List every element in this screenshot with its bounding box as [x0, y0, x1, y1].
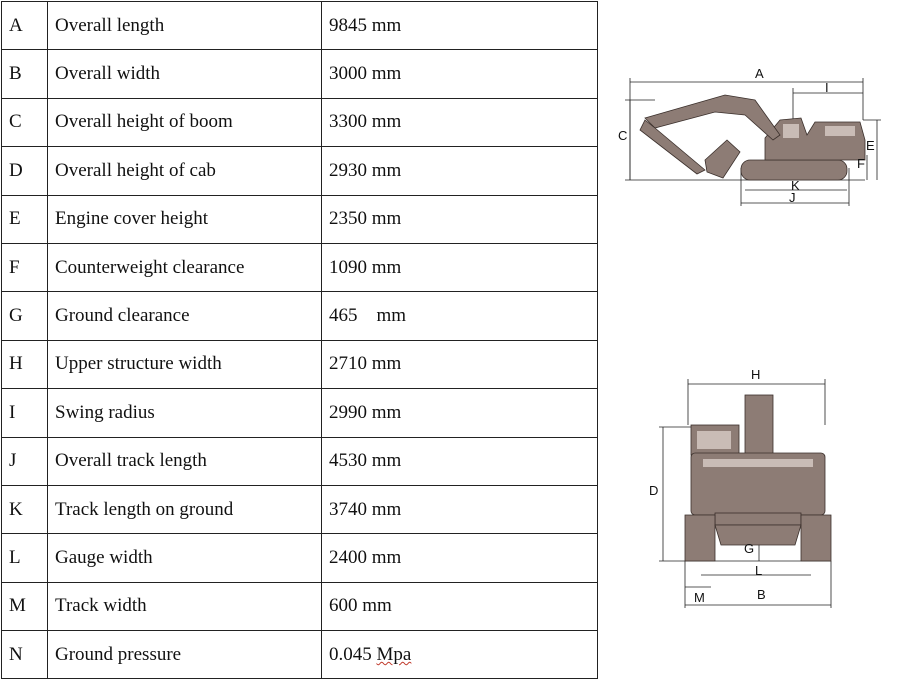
label-J: J: [789, 190, 796, 205]
dim-name: Counterweight clearance: [48, 243, 322, 291]
dim-name: Overall length: [48, 2, 322, 50]
dim-name: Upper structure width: [48, 340, 322, 388]
dim-name: Track length on ground: [48, 485, 322, 533]
dim-value: 600 mm: [322, 582, 598, 630]
table-row: [2, 292, 598, 340]
dim-name: Overall height of cab: [48, 147, 322, 195]
dim-code: C: [2, 98, 48, 146]
excavator-front-view: [645, 365, 845, 610]
dim-value: 2400 mm: [322, 534, 598, 582]
dim-name: Overall track length: [48, 437, 322, 485]
dim-value: 465 mm: [322, 292, 598, 340]
table-row: [2, 195, 598, 243]
dim-value: 4530 mm: [322, 437, 598, 485]
table-row: [2, 243, 598, 291]
value-number: 0.045: [329, 643, 377, 665]
dim-name: Ground pressure: [48, 631, 322, 679]
dim-code: I: [2, 389, 48, 437]
dim-code: K: [2, 485, 48, 533]
dim-name: Overall height of boom: [48, 98, 322, 146]
label-K: K: [791, 178, 800, 193]
spec-table: [1, 1, 598, 679]
table-row: [2, 389, 598, 437]
label-G: G: [744, 541, 755, 556]
dim-value: 3000 mm: [322, 50, 598, 98]
table-row: [2, 98, 598, 146]
dim-name: Gauge width: [48, 534, 322, 582]
dim-code: L: [2, 534, 48, 582]
dim-value: [322, 631, 598, 679]
table-row: [2, 437, 598, 485]
table-row: [2, 485, 598, 533]
dim-code: D: [2, 147, 48, 195]
label-H: H: [751, 367, 761, 382]
dim-code: G: [2, 292, 48, 340]
dim-code: B: [2, 50, 48, 98]
table-row: [2, 534, 598, 582]
dim-code: J: [2, 437, 48, 485]
table-row: [2, 582, 598, 630]
dim-value: 2710 mm: [322, 340, 598, 388]
dim-name: Ground clearance: [48, 292, 322, 340]
table-row: [2, 147, 598, 195]
label-M: M: [694, 590, 705, 605]
dim-code: H: [2, 340, 48, 388]
dim-name: Track width: [48, 582, 322, 630]
table-row: [2, 2, 598, 50]
label-B: B: [757, 587, 766, 602]
dim-value: 2990 mm: [322, 389, 598, 437]
dim-name: Engine cover height: [48, 195, 322, 243]
table-row: [2, 631, 598, 679]
label-C: C: [618, 128, 628, 143]
dim-value: 2350 mm: [322, 195, 598, 243]
table-row: [2, 340, 598, 388]
dim-name: Overall width: [48, 50, 322, 98]
dim-value: 1090 mm: [322, 243, 598, 291]
label-A: A: [755, 66, 764, 81]
dim-code: E: [2, 195, 48, 243]
label-L: L: [755, 563, 763, 578]
value-unit: Mpa: [376, 643, 412, 665]
dim-value: 3740 mm: [322, 485, 598, 533]
label-E: E: [866, 138, 875, 153]
dim-code: F: [2, 243, 48, 291]
dim-code: N: [2, 631, 48, 679]
label-D: D: [649, 483, 659, 498]
label-F: F: [857, 156, 865, 171]
label-I: I: [825, 80, 829, 95]
dim-name: Swing radius: [48, 389, 322, 437]
table-row: [2, 50, 598, 98]
dim-value: 2930 mm: [322, 147, 598, 195]
dim-value: 9845 mm: [322, 2, 598, 50]
dim-value: 3300 mm: [322, 98, 598, 146]
dim-code: M: [2, 582, 48, 630]
dim-code: A: [2, 2, 48, 50]
excavator-side-view: [615, 60, 885, 215]
